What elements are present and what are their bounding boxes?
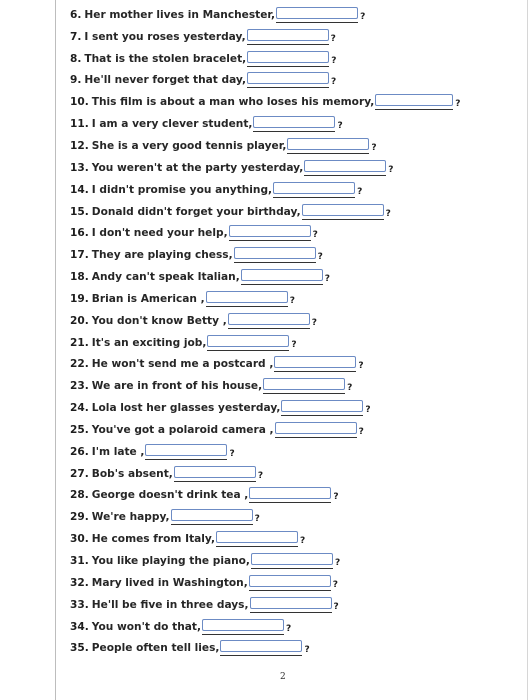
item-number: 31. bbox=[70, 555, 89, 568]
list-item bbox=[70, 397, 515, 419]
item-sentence: Andy can't speak Italian, bbox=[91, 271, 240, 284]
list-item bbox=[70, 26, 515, 48]
question-mark: ? bbox=[289, 295, 295, 306]
item-number: 33. bbox=[70, 598, 89, 611]
answer-field[interactable] bbox=[202, 619, 284, 631]
answer-field[interactable] bbox=[375, 94, 453, 106]
item-number: 24. bbox=[70, 402, 89, 415]
answer-field[interactable] bbox=[216, 531, 298, 543]
item-number: 26. bbox=[70, 445, 89, 458]
question-list bbox=[70, 4, 515, 659]
answer-field[interactable] bbox=[247, 29, 329, 41]
item-number: 8. bbox=[70, 52, 82, 65]
list-item bbox=[70, 113, 515, 135]
item-sentence: She is a very good tennis player, bbox=[91, 139, 287, 152]
question-mark: ? bbox=[291, 339, 297, 350]
item-number: 22. bbox=[70, 358, 89, 371]
list-item bbox=[70, 4, 515, 26]
item-number: 16. bbox=[70, 227, 89, 240]
item-sentence: You don't know Betty , bbox=[91, 314, 227, 327]
item-number: 10. bbox=[70, 96, 89, 109]
item-sentence: I didn't promise you anything, bbox=[91, 183, 273, 196]
list-item bbox=[70, 375, 515, 397]
answer-field[interactable] bbox=[247, 51, 329, 63]
answer-field[interactable] bbox=[250, 597, 332, 609]
item-number: 28. bbox=[70, 489, 89, 502]
question-mark: ? bbox=[371, 142, 377, 153]
list-item bbox=[70, 288, 515, 310]
item-sentence: You weren't at the party yesterday, bbox=[91, 161, 304, 174]
item-number: 11. bbox=[70, 118, 89, 131]
item-number: 25. bbox=[70, 423, 89, 436]
list-item bbox=[70, 332, 515, 354]
answer-field[interactable] bbox=[206, 291, 288, 303]
question-mark: ? bbox=[312, 230, 318, 241]
answer-field[interactable] bbox=[249, 487, 331, 499]
question-mark: ? bbox=[324, 274, 330, 285]
question-mark: ? bbox=[330, 33, 336, 44]
question-mark: ? bbox=[229, 448, 235, 459]
list-item bbox=[70, 135, 515, 157]
item-sentence: People often tell lies, bbox=[91, 642, 220, 655]
list-item bbox=[70, 266, 515, 288]
answer-field[interactable] bbox=[281, 400, 363, 412]
item-number: 7. bbox=[70, 30, 82, 43]
item-sentence: I don't need your help, bbox=[91, 227, 228, 240]
item-number: 14. bbox=[70, 183, 89, 196]
item-number: 19. bbox=[70, 292, 89, 305]
item-sentence: Donald didn't forget your birthday, bbox=[91, 205, 301, 218]
answer-field[interactable] bbox=[275, 422, 357, 434]
answer-field[interactable] bbox=[304, 160, 386, 172]
answer-field[interactable] bbox=[241, 269, 323, 281]
item-number: 12. bbox=[70, 139, 89, 152]
list-item bbox=[70, 463, 515, 485]
item-sentence: I'm late , bbox=[91, 445, 145, 458]
question-mark: ? bbox=[357, 186, 363, 197]
answer-field[interactable] bbox=[145, 444, 227, 456]
answer-field[interactable] bbox=[171, 509, 253, 521]
list-item bbox=[70, 616, 515, 638]
list-item bbox=[70, 594, 515, 616]
item-sentence: I sent you roses yesterday, bbox=[84, 30, 246, 43]
question-mark: ? bbox=[311, 317, 317, 328]
question-mark: ? bbox=[254, 514, 260, 525]
answer-field[interactable] bbox=[174, 466, 256, 478]
item-sentence: Her mother lives in Manchester, bbox=[84, 8, 276, 21]
item-number: 23. bbox=[70, 380, 89, 393]
question-mark: ? bbox=[333, 601, 339, 612]
answer-field[interactable] bbox=[287, 138, 369, 150]
list-item bbox=[70, 506, 515, 528]
question-mark: ? bbox=[331, 55, 337, 66]
item-sentence: This film is about a man who loses his memory, bbox=[91, 96, 375, 109]
item-sentence: He comes from Italy, bbox=[91, 533, 216, 546]
list-item bbox=[70, 201, 515, 223]
answer-field[interactable] bbox=[253, 116, 335, 128]
item-number: 21. bbox=[70, 336, 89, 349]
question-mark: ? bbox=[360, 11, 366, 22]
question-mark: ? bbox=[300, 536, 306, 547]
item-number: 29. bbox=[70, 511, 89, 524]
item-sentence: He'll never forget that day, bbox=[84, 74, 247, 87]
item-sentence: Brian is American , bbox=[91, 292, 205, 305]
item-number: 35. bbox=[70, 642, 89, 655]
item-number: 15. bbox=[70, 205, 89, 218]
answer-field[interactable] bbox=[229, 225, 311, 237]
question-mark: ? bbox=[334, 558, 341, 569]
answer-field[interactable] bbox=[207, 335, 289, 347]
item-sentence: Bob's absent, bbox=[91, 467, 173, 480]
item-number: 30. bbox=[70, 533, 89, 546]
item-sentence: They are playing chess, bbox=[91, 249, 233, 262]
page-number: 2 bbox=[280, 672, 286, 682]
list-item bbox=[70, 419, 515, 441]
item-sentence: We are in front of his house, bbox=[91, 380, 263, 393]
question-mark: ? bbox=[333, 492, 339, 503]
item-sentence: Lola lost her glasses yesterday, bbox=[91, 402, 281, 415]
question-mark: ? bbox=[388, 164, 394, 175]
list-item bbox=[70, 244, 515, 266]
item-sentence: That is the stolen bracelet, bbox=[84, 52, 247, 65]
answer-field[interactable] bbox=[251, 553, 333, 565]
item-number: 18. bbox=[70, 271, 89, 284]
item-number: 20. bbox=[70, 314, 89, 327]
item-number: 34. bbox=[70, 620, 89, 633]
question-mark: ? bbox=[331, 77, 337, 88]
list-item bbox=[70, 441, 515, 463]
answer-field[interactable] bbox=[247, 72, 329, 84]
question-mark: ? bbox=[304, 645, 310, 656]
question-mark: ? bbox=[257, 470, 264, 481]
list-item bbox=[70, 572, 515, 594]
item-number: 17. bbox=[70, 249, 89, 262]
question-mark: ? bbox=[332, 579, 338, 590]
list-item bbox=[70, 528, 515, 550]
answer-field[interactable] bbox=[249, 575, 331, 587]
list-item bbox=[70, 550, 515, 572]
question-mark: ? bbox=[347, 383, 353, 394]
answer-field[interactable] bbox=[273, 182, 355, 194]
answer-field[interactable] bbox=[234, 247, 316, 259]
list-item bbox=[70, 485, 515, 507]
item-sentence: I am a very clever student, bbox=[91, 118, 253, 131]
question-mark: ? bbox=[358, 426, 364, 437]
item-number: 6. bbox=[70, 8, 82, 21]
answer-field[interactable] bbox=[302, 204, 384, 216]
question-mark: ? bbox=[285, 623, 292, 634]
question-mark: ? bbox=[365, 405, 371, 416]
question-mark: ? bbox=[317, 252, 323, 263]
list-item bbox=[70, 310, 515, 332]
list-item bbox=[70, 70, 515, 92]
item-number: 9. bbox=[70, 74, 82, 87]
item-number: 27. bbox=[70, 467, 89, 480]
answer-field[interactable] bbox=[274, 356, 356, 368]
list-item bbox=[70, 157, 515, 179]
list-item bbox=[70, 354, 515, 376]
list-item bbox=[70, 91, 515, 113]
item-sentence: He'll be five in three days, bbox=[91, 598, 249, 611]
question-mark: ? bbox=[337, 121, 343, 132]
item-sentence: You like playing the piano, bbox=[91, 555, 250, 568]
answer-field[interactable] bbox=[276, 7, 358, 19]
question-mark: ? bbox=[385, 208, 391, 219]
answer-field[interactable] bbox=[263, 378, 345, 390]
list-item bbox=[70, 222, 515, 244]
list-item bbox=[70, 179, 515, 201]
item-sentence: You've got a polaroid camera , bbox=[91, 423, 274, 436]
item-sentence: Mary lived in Washington, bbox=[91, 576, 248, 589]
item-number: 13. bbox=[70, 161, 89, 174]
answer-field[interactable] bbox=[220, 640, 302, 652]
list-item bbox=[70, 637, 515, 659]
answer-field[interactable] bbox=[228, 313, 310, 325]
item-number: 32. bbox=[70, 576, 89, 589]
item-sentence: He won't send me a postcard , bbox=[91, 358, 274, 371]
item-sentence: It's an exciting job, bbox=[91, 336, 207, 349]
list-item bbox=[70, 48, 515, 70]
question-mark: ? bbox=[455, 99, 461, 110]
item-sentence: George doesn't drink tea , bbox=[91, 489, 249, 502]
item-sentence: We're happy, bbox=[91, 511, 170, 524]
question-mark: ? bbox=[358, 361, 364, 372]
item-sentence: You won't do that, bbox=[91, 620, 201, 633]
